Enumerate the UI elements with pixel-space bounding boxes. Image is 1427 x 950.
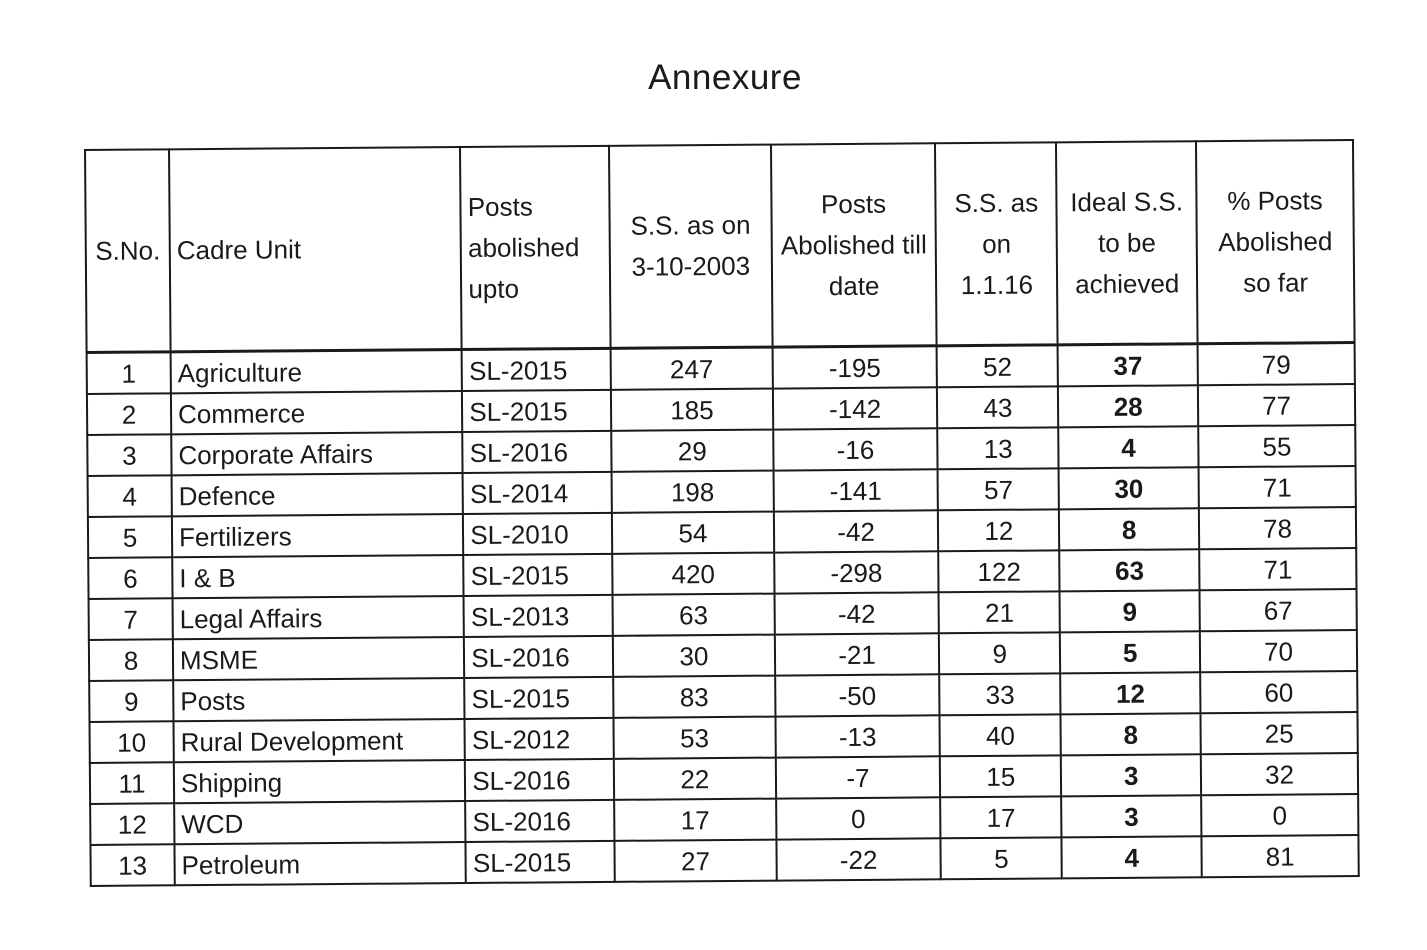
- cell-percent-abolished: 81: [1202, 835, 1359, 877]
- cell-ss-2016: 52: [937, 345, 1058, 387]
- cell-ss-2003: 27: [615, 840, 777, 882]
- cell-ss-2003: 17: [614, 799, 776, 841]
- cell-ss-2003: 247: [611, 347, 773, 390]
- header-ideal-ss: Ideal S.S. to be achieved: [1056, 141, 1197, 345]
- cell-posts-abolished-till-date: -13: [775, 715, 940, 757]
- cell-posts-abolished-upto: SL-2013: [464, 595, 613, 637]
- table-row: [90, 835, 1358, 886]
- cell-percent-abolished: 77: [1198, 384, 1355, 426]
- cell-posts-abolished-till-date: -142: [773, 387, 938, 429]
- cell-percent-abolished: 32: [1201, 753, 1358, 795]
- cell-ss-2016: 13: [938, 427, 1059, 469]
- cell-ss-2016: 57: [938, 468, 1059, 510]
- cell-sno: 7: [89, 598, 173, 640]
- cell-ideal-ss: 30: [1059, 467, 1199, 509]
- cell-sno: 12: [90, 803, 174, 845]
- cell-percent-abolished: 0: [1201, 794, 1358, 836]
- cell-ideal-ss: 8: [1061, 713, 1201, 755]
- header-ss-2016: S.S. as on 1.1.16: [935, 142, 1057, 345]
- cell-posts-abolished-upto: SL-2010: [463, 513, 612, 555]
- cell-ss-2016: 122: [939, 550, 1060, 592]
- cell-percent-abolished: 25: [1201, 712, 1358, 754]
- cell-cadre-unit: Petroleum: [174, 842, 466, 885]
- header-ss-2003: S.S. as on 3-10-2003: [609, 145, 772, 349]
- cell-ideal-ss: 8: [1059, 508, 1199, 550]
- cell-percent-abolished: 71: [1199, 466, 1356, 508]
- cell-posts-abolished-upto: SL-2012: [465, 718, 614, 760]
- table-header: [85, 140, 1355, 352]
- cell-posts-abolished-upto: SL-2015: [466, 841, 615, 883]
- cell-ideal-ss: 4: [1058, 426, 1198, 468]
- cell-posts-abolished-till-date: -42: [774, 592, 939, 634]
- cell-cadre-unit: Corporate Affairs: [171, 432, 463, 475]
- header-row: [85, 140, 1355, 352]
- annexure-table: [84, 139, 1360, 887]
- cell-ss-2003: 22: [614, 758, 776, 800]
- cell-posts-abolished-till-date: -195: [772, 346, 937, 389]
- cell-sno: 11: [90, 762, 174, 804]
- cell-ideal-ss: 12: [1060, 672, 1200, 714]
- cell-ss-2016: 21: [939, 591, 1060, 633]
- cell-sno: 5: [88, 516, 172, 558]
- cell-posts-abolished-till-date: -141: [773, 469, 938, 511]
- cell-ss-2016: 12: [938, 509, 1059, 551]
- cell-cadre-unit: I & B: [172, 555, 464, 598]
- cell-posts-abolished-upto: SL-2015: [462, 390, 611, 432]
- cell-posts-abolished-upto: SL-2016: [465, 800, 614, 842]
- cell-cadre-unit: Shipping: [174, 760, 466, 803]
- cell-sno: 4: [88, 475, 172, 517]
- cell-cadre-unit: Agriculture: [171, 350, 463, 394]
- cell-cadre-unit: Defence: [172, 473, 464, 516]
- cell-sno: 3: [87, 434, 171, 476]
- page-title: Annexure: [648, 58, 802, 97]
- cell-ss-2016: 33: [940, 673, 1061, 715]
- cell-ideal-ss: 5: [1060, 631, 1200, 673]
- cell-ss-2016: 17: [941, 796, 1062, 838]
- cell-ideal-ss: 37: [1058, 344, 1198, 387]
- cell-sno: 1: [87, 352, 171, 394]
- cell-cadre-unit: WCD: [174, 801, 466, 844]
- cell-ss-2016: 9: [939, 632, 1060, 674]
- cell-sno: 9: [89, 680, 173, 722]
- cell-percent-abolished: 79: [1198, 343, 1355, 386]
- cell-ss-2003: 83: [613, 676, 775, 718]
- header-cadre-unit: Cadre Unit: [169, 147, 462, 352]
- header-posts-abolished-upto: Posts abolished upto: [460, 146, 610, 350]
- cell-cadre-unit: Rural Development: [173, 719, 465, 762]
- cell-posts-abolished-upto: SL-2015: [463, 554, 612, 596]
- cell-ss-2003: 30: [613, 635, 775, 677]
- cell-posts-abolished-till-date: 0: [776, 797, 941, 839]
- cell-sno: 8: [89, 639, 173, 681]
- cell-ss-2003: 54: [612, 512, 774, 554]
- cell-ss-2003: 420: [612, 553, 774, 595]
- cell-ss-2003: 185: [611, 389, 773, 431]
- cell-cadre-unit: Fertilizers: [172, 514, 464, 557]
- cell-ss-2016: 40: [940, 714, 1061, 756]
- cell-ideal-ss: 63: [1059, 549, 1199, 591]
- cell-ss-2016: 15: [940, 755, 1061, 797]
- header-percent-abolished: % Posts Abolished so far: [1196, 140, 1354, 344]
- cell-ss-2016: 5: [941, 837, 1062, 879]
- cell-posts-abolished-till-date: -50: [775, 674, 940, 716]
- cell-posts-abolished-till-date: -16: [773, 428, 938, 470]
- cell-percent-abolished: 71: [1199, 548, 1356, 590]
- cell-sno: 6: [88, 557, 172, 599]
- cell-posts-abolished-upto: SL-2015: [462, 348, 611, 391]
- header-sno: S.No.: [85, 149, 171, 352]
- cell-ss-2003: 53: [614, 717, 776, 759]
- cell-percent-abolished: 60: [1200, 671, 1357, 713]
- cell-ideal-ss: 4: [1062, 836, 1202, 878]
- cell-ss-2003: 198: [612, 471, 774, 513]
- cell-posts-abolished-upto: SL-2015: [464, 677, 613, 719]
- cell-ideal-ss: 9: [1060, 590, 1200, 632]
- cell-ideal-ss: 28: [1058, 385, 1198, 427]
- cell-ideal-ss: 3: [1061, 754, 1201, 796]
- cell-percent-abolished: 78: [1199, 507, 1356, 549]
- cell-posts-abolished-upto: SL-2016: [463, 431, 612, 473]
- cell-ss-2016: 43: [937, 386, 1058, 428]
- cell-posts-abolished-upto: SL-2016: [465, 759, 614, 801]
- cell-sno: 10: [90, 721, 174, 763]
- cell-cadre-unit: MSME: [173, 637, 465, 680]
- cell-sno: 13: [90, 844, 174, 886]
- table-body: [87, 343, 1359, 886]
- cell-percent-abolished: 67: [1200, 589, 1357, 631]
- cell-posts-abolished-upto: SL-2014: [463, 472, 612, 514]
- cell-sno: 2: [87, 393, 171, 435]
- cell-percent-abolished: 70: [1200, 630, 1357, 672]
- cell-posts-abolished-till-date: -22: [776, 838, 941, 880]
- header-posts-abolished-till-date: Posts Abolished till date: [771, 143, 937, 347]
- cell-ss-2003: 63: [613, 594, 775, 636]
- cell-ideal-ss: 3: [1061, 795, 1201, 837]
- cell-posts-abolished-till-date: -42: [774, 510, 939, 552]
- cell-posts-abolished-till-date: -21: [774, 633, 939, 675]
- cell-ss-2003: 29: [611, 430, 773, 472]
- cell-posts-abolished-till-date: -7: [775, 756, 940, 798]
- cell-percent-abolished: 55: [1198, 425, 1355, 467]
- cell-cadre-unit: Posts: [173, 678, 465, 721]
- cell-posts-abolished-upto: SL-2016: [464, 636, 613, 678]
- cell-posts-abolished-till-date: -298: [774, 551, 939, 593]
- cell-cadre-unit: Commerce: [171, 391, 463, 434]
- cell-cadre-unit: Legal Affairs: [173, 596, 465, 639]
